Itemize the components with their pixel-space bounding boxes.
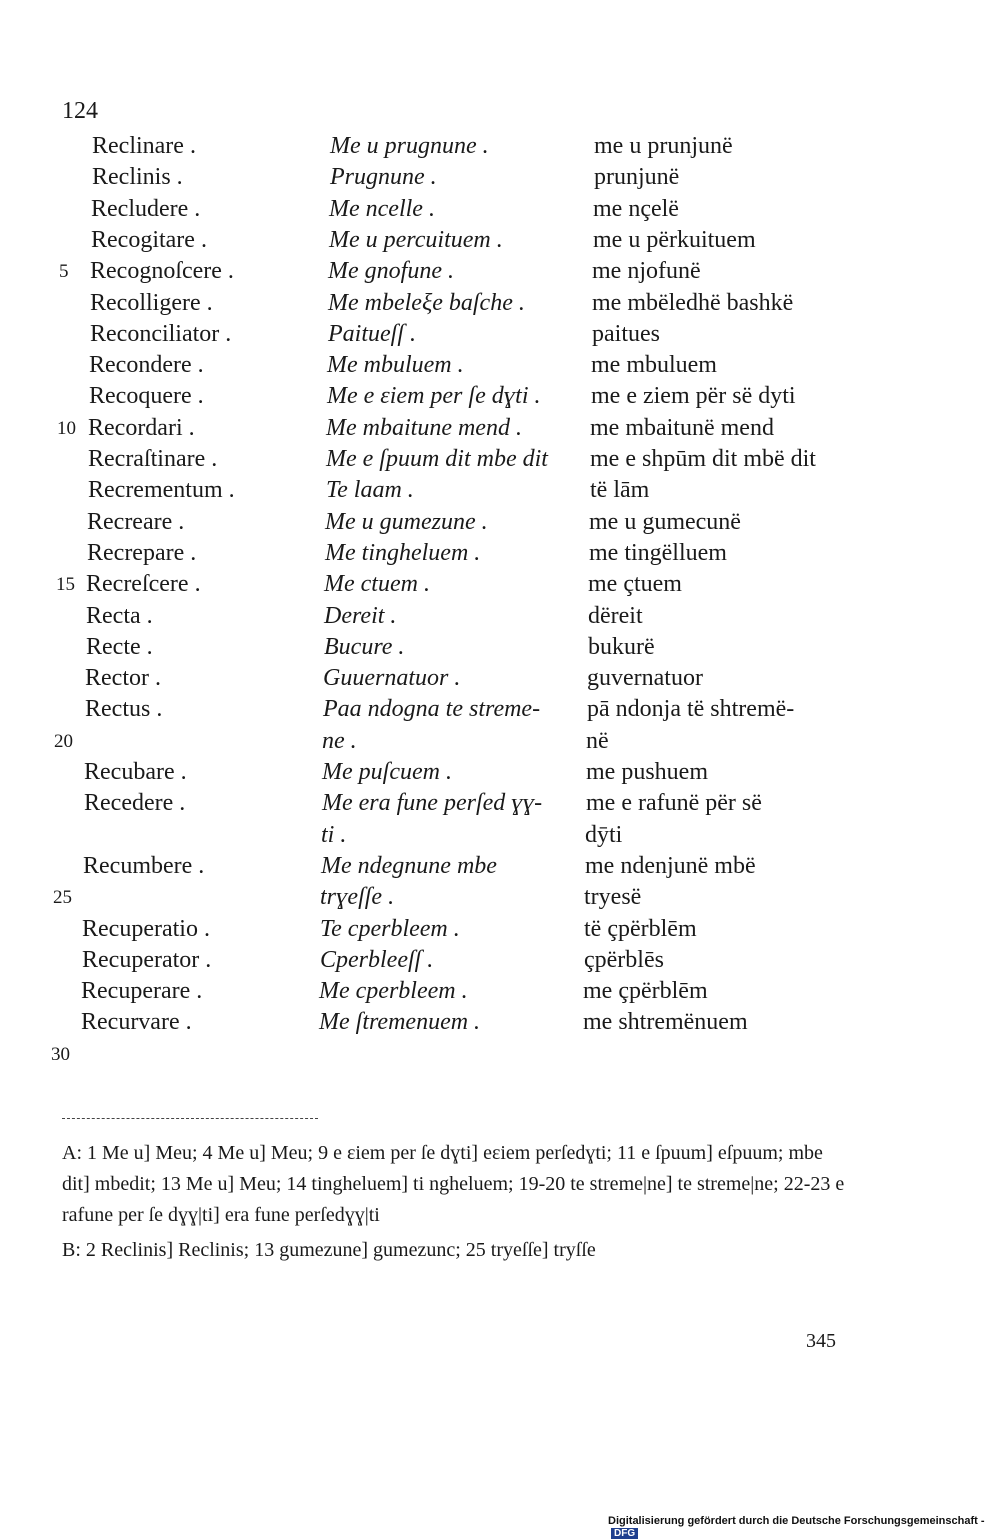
glossary-row <box>0 820 1000 851</box>
latin-term: Recubare . <box>84 759 187 785</box>
albanian-modern: me e ziem për së dyti <box>591 383 796 410</box>
line-number: 20 <box>54 730 73 752</box>
albanian-modern: me u përkuituem <box>593 226 756 253</box>
glossary-row <box>0 632 1000 663</box>
latin-term: Recrepare . <box>87 539 197 566</box>
albanian-modern: me mbaitunë mend <box>590 414 774 441</box>
latin-term: Recrementum . <box>88 477 235 504</box>
albanian-modern: me tingëlluem <box>589 539 727 566</box>
glossary-row <box>0 350 1000 381</box>
albanian-original: Te laam . <box>326 477 414 504</box>
dfg-logo: DFG <box>611 1528 638 1539</box>
line-number: 10 <box>57 417 76 439</box>
glossary-row <box>0 976 1000 1007</box>
latin-term: Recuperare . <box>81 978 203 1005</box>
albanian-original: Paa ndogna te streme- <box>323 696 541 723</box>
albanian-modern: guvernatuor <box>587 665 703 692</box>
albanian-original: Cperbleeſſ . <box>320 946 434 973</box>
glossary-row <box>0 882 1000 913</box>
page-number-top: 124 <box>62 98 98 124</box>
albanian-original: Me u prugnune . <box>330 133 489 159</box>
footnote-divider <box>62 1118 318 1119</box>
albanian-modern: me ndenjunë mbë <box>585 852 756 879</box>
glossary-row <box>0 225 1000 256</box>
latin-term: Rector . <box>85 665 161 692</box>
glossary-row <box>0 914 1000 945</box>
latin-term: Recedere . <box>84 790 186 817</box>
latin-term: Recumbere . <box>83 852 205 879</box>
albanian-modern: me e shpūm dit mbë dit <box>590 446 816 472</box>
albanian-original: Bucure . <box>324 633 405 660</box>
glossary-row <box>0 726 1000 757</box>
albanian-original: ti . <box>321 821 347 848</box>
albanian-original: Me e ſpuum dit mbe dit <box>326 446 548 472</box>
albanian-original: Me ncelle . <box>329 195 435 222</box>
latin-term: Recolligere . <box>90 289 213 316</box>
albanian-original: Me cperbleem . <box>319 978 468 1005</box>
albanian-original: Me puſcuem . <box>322 759 452 785</box>
glossary-row <box>0 757 1000 788</box>
glossary-row <box>0 381 1000 412</box>
albanian-original: Me gnofune . <box>328 258 454 285</box>
albanian-modern: me nçelë <box>593 195 679 222</box>
latin-term: Recuperatio . <box>82 915 210 942</box>
albanian-original: trɣeſſe . <box>320 884 395 911</box>
glossary-row <box>0 475 1000 506</box>
albanian-modern: paitues <box>592 320 660 347</box>
latin-term: Recraſtinare . <box>88 446 218 472</box>
albanian-modern: me njofunë <box>592 258 701 285</box>
glossary-row <box>0 319 1000 350</box>
albanian-modern: në <box>586 727 609 754</box>
glossary-row <box>0 601 1000 632</box>
albanian-modern: me u prunjunë <box>594 133 733 159</box>
albanian-original: Me mbuluem . <box>327 352 464 379</box>
albanian-original: Me ndegnune mbe <box>321 852 497 879</box>
latin-term: Rectus . <box>85 696 163 723</box>
latin-term: Recta . <box>86 602 153 629</box>
line-number: 25 <box>53 887 72 909</box>
albanian-original: Te cperbleem . <box>320 915 460 942</box>
glossary-row <box>0 538 1000 569</box>
albanian-original: ne . <box>322 727 357 754</box>
albanian-modern: me shtremënuem <box>583 1009 748 1036</box>
albanian-modern: me mbuluem <box>591 352 717 379</box>
latin-term: Recognoſcere . <box>90 258 234 285</box>
albanian-original: Me u gumezune . <box>325 508 488 535</box>
glossary-row <box>0 162 1000 193</box>
glossary-row <box>0 131 1000 162</box>
albanian-original: Me mbaitune mend . <box>326 414 522 441</box>
albanian-original: Prugnune . <box>330 164 437 191</box>
dfg-credit <box>608 1515 1000 1539</box>
albanian-original: Me era fune perſed ɣɣ- <box>322 790 543 817</box>
apparatus-notes <box>62 1138 852 1266</box>
latin-term: Recreſcere . <box>86 571 201 598</box>
latin-term: Recondere . <box>89 352 204 379</box>
latin-term: Reclinare . <box>92 133 196 159</box>
glossary-row <box>0 1039 1000 1070</box>
albanian-modern: me çtuem <box>588 571 682 598</box>
glossary-row <box>0 694 1000 725</box>
latin-term: Recludere . <box>91 195 201 222</box>
glossary-row <box>0 663 1000 694</box>
albanian-modern: me e rafunë për së <box>586 790 762 817</box>
page-number-bottom: 345 <box>806 1330 836 1352</box>
glossary-row <box>0 788 1000 819</box>
glossary-row <box>0 851 1000 882</box>
albanian-modern: me u gumecunë <box>589 508 741 535</box>
albanian-original: Dereit . <box>324 602 397 629</box>
albanian-modern: dëreit <box>588 602 643 629</box>
albanian-modern: çpërblēs <box>584 946 664 973</box>
line-number: 5 <box>59 261 69 283</box>
latin-term: Recogitare . <box>91 226 207 253</box>
glossary-row <box>0 256 1000 287</box>
albanian-modern: tryesë <box>584 884 642 911</box>
albanian-modern: me pushuem <box>586 759 708 785</box>
latin-term: Recoquere . <box>89 383 204 410</box>
latin-term: Recte . <box>86 633 153 660</box>
albanian-modern: të lām <box>590 477 650 504</box>
glossary-row <box>0 1007 1000 1038</box>
albanian-original: Paitueſſ . <box>328 320 416 347</box>
albanian-original: Me ctuem . <box>324 571 430 598</box>
albanian-original: Me u percuituem . <box>329 226 503 253</box>
glossary-row <box>0 444 1000 475</box>
albanian-modern: me çpërblēm <box>583 978 708 1005</box>
albanian-modern: dȳti <box>585 821 623 848</box>
albanian-modern: bukurë <box>588 633 655 660</box>
glossary-row <box>0 288 1000 319</box>
glossary-row <box>0 507 1000 538</box>
line-number: 30 <box>51 1043 70 1065</box>
latin-term: Recordari . <box>88 414 195 441</box>
latin-term: Recurvare . <box>81 1009 192 1036</box>
albanian-original: Me tingheluem . <box>325 539 481 566</box>
latin-term: Reconciliator . <box>90 320 232 347</box>
glossary-row <box>0 194 1000 225</box>
albanian-original: Me mbeleξe baſche . <box>328 289 525 316</box>
apparatus-note-b: B: 2 Reclinis] Reclinis; 13 gumezune] gumezunc; 25 tryeſſe] tryſſe <box>62 1239 596 1261</box>
albanian-original: Me ſtremenuem . <box>319 1009 481 1036</box>
albanian-modern: të çpërblēm <box>584 915 697 942</box>
latin-term: Recreare . <box>87 508 185 535</box>
albanian-modern: prunjunë <box>594 164 680 191</box>
albanian-modern: pā ndonja të shtremë- <box>587 696 795 723</box>
line-number: 15 <box>56 574 75 596</box>
apparatus-note-a: A: 1 Me u] Meu; 4 Me u] Meu; 9 e εiem per ſe dɣti] eεiem perſedɣti; 11 e ſpuum] eſpuum; mbe dit] mbedit; 13 Me u] Meu; 14 tingheluem] ti ngheluem; 19-20 te streme|ne] te streme|ne; 22-23 e rafune per ſe dɣɣ|ti] era fune perſedɣɣ|ti <box>62 1142 845 1226</box>
dfg-credit-text: Digitalisierung gefördert durch die Deutsche Forschungsgemeinschaft - <box>608 1515 985 1527</box>
latin-term: Recuperator . <box>82 946 212 973</box>
albanian-original: Guuernatuor . <box>323 665 461 692</box>
glossary-row <box>0 569 1000 600</box>
glossary-row <box>0 945 1000 976</box>
albanian-original: Me e εiem per ſe dɣti . <box>327 383 541 410</box>
latin-term: Reclinis . <box>92 164 183 191</box>
glossary-row <box>0 413 1000 444</box>
albanian-modern: me mbëledhë bashkë <box>592 289 794 316</box>
